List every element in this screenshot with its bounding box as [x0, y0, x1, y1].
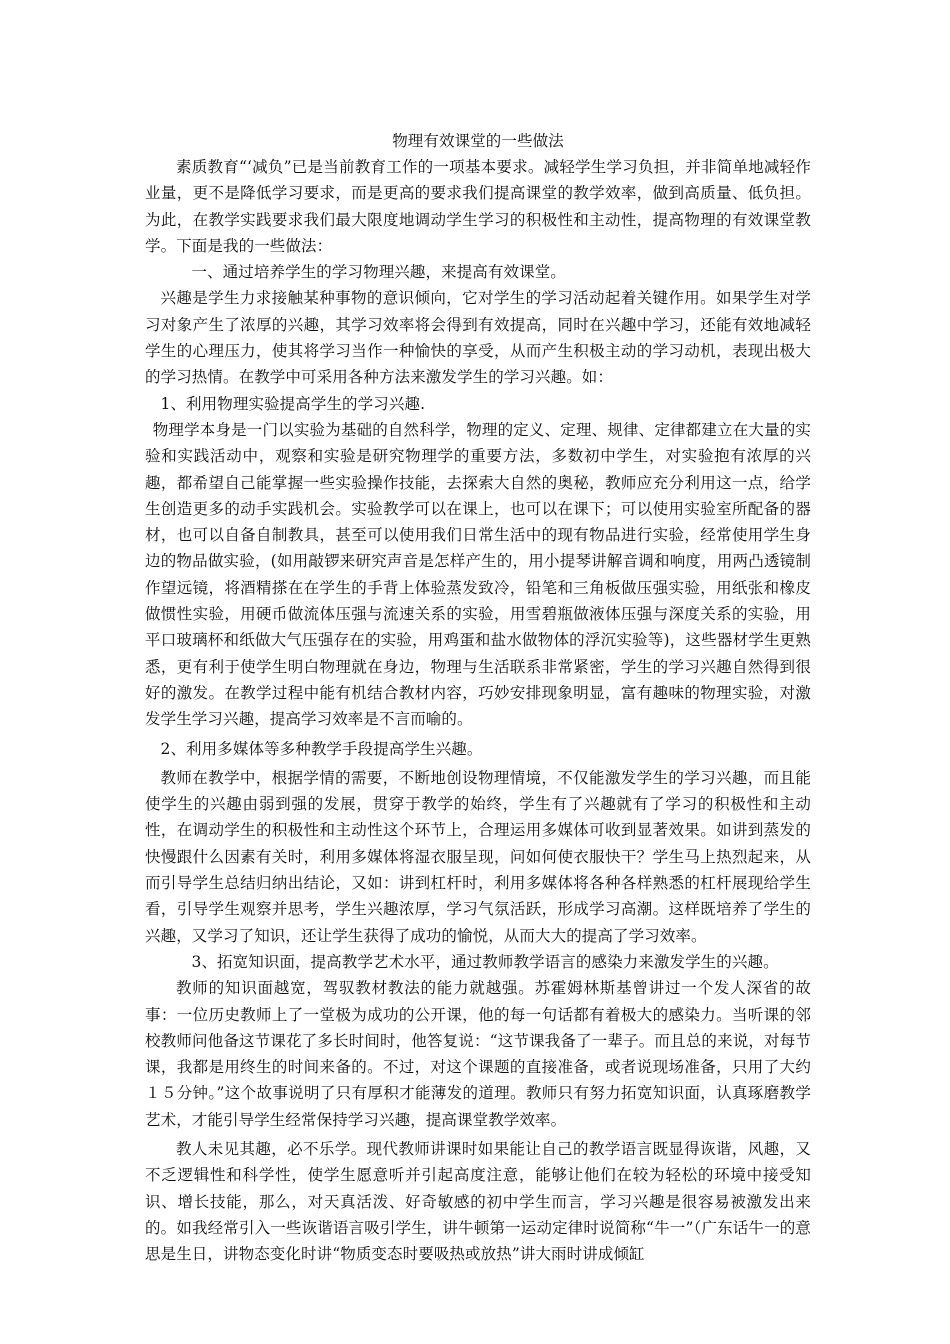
document-body [145, 128, 811, 1267]
intro-paragraph: 素质教育“‘减负”已是当前教育工作的一项基本要求。减轻学生学习负担，并非简单地减轻作业量，更不是降低学习要求，而是更高的要求我们提高课堂的教学效率，做到高质量、低负担。为此，在教学实践要求我们最大限度地调动学生学习的积极性和主动性，提高物理的有效课堂教学。下面是我的一些做法： [145, 158, 811, 255]
document-title: 物理有效课堂的一些做法 [392, 132, 564, 150]
section-heading-1: 一、通过培养学生的学习物理兴趣，来提高有效课堂。 [191, 263, 566, 282]
knowledge-paragraph: 教师的知识面越宽，驾驭教材教法的能力就越强。苏霍姆林斯基曾讲过一个发人深省的故事：一位历史教师上了一堂极为成功的公开课，他的每一句话都有着极大的感染力。当听课的邻校教师问他备这节课花了多长时间时，他答复说：“这节课我备了一辈子。而且总的来说，对每节课，我都是用终生的时间来备的。不过，对这个课题的直接准备，或者说现场准备，只用了大约１５分钟。”这个故事说明了只有厚积才能薄发的道理。教师只有努力拓宽知识面，认真琢磨教学艺术，才能引导学生经常保持学习兴趣，提高课堂教学效率。 [145, 979, 811, 1129]
subheading-multimedia: 2、利用多媒体等多种教学手段提高学生兴趣。 [160, 739, 483, 758]
multimedia-paragraph: 教师在教学中，根据学情的需要，不断地创设物理情境，不仅能激发学生的学习兴趣，而且能使学生的兴趣由弱到强的发展，贯穿于教学的始终，学生有了兴趣就有了学习的积极性和主动性，在调动学生的积极性和主动性这个环节上，合理运用多媒体可收到显著效果。如讲到蒸发的快慢跟什么因素有关时，利用多媒体将湿衣服呈现，问如何使衣服快干？学生马上热烈起来，从而引导学生总结归纳出结论，又如：讲到杠杆时，利用多媒体将各种各样熟悉的杠杆展现给学生看，引导学生观察并思考，学生兴趣浓厚，学习气氛活跃，形成学习高潮。这样既培养了学生的兴趣，又学习了知识，还让学生获得了成功的愉悦，从而大大的提高了学习效率。 [145, 768, 811, 945]
subheading-knowledge: 3、拓宽知识面，提高教学艺术水平，通过教师教学语言的感染力来激发学生的兴趣。 [191, 952, 779, 971]
experiments-paragraph: 物理学本身是一门以实验为基础的自然科学，物理的定义、定理、规律、定律都建立在大量的实验和实践活动中，观察和实验是研究物理学的重要方法，多数初中学生，对实验抱有浓厚的兴趣，都希望自己能掌握一些实验操作技能，去探索大自然的奥秘，教师应充分利用这一点，给学生创造更多的动手实践机会。实验教学可以在课上，也可以在课下；可以使用实验室所配备的器材，也可以自备自制教具，甚至可以使用我们日常生活中的现有物品进行实验，经常使用学生身边的物品做实验，(如用敲锣来研究声音是怎样产生的，用小提琴讲解音调和响度，用两凸透镜制作望远镜，将酒精搽在在学生的手背上体验蒸发致冷，铅笔和三角板做压强实验，用纸张和橡皮做惯性实验，用硬币做流体压强与流速关系的实验，用雪碧瓶做液体压强与深度关系的实验，用平口玻璃杯和纸做大气压强存在的实验，用鸡蛋和盐水做物体的浮沉实验等)，这些器材学生更熟悉，更有利于使学生明白物理就在身边，物理与生活联系非常紧密，学生的学习兴趣自然得到很好的激发。在教学过程中能有机结合教材内容，巧妙安排现象明显，富有趣味的物理实验，对激发学生学习兴趣，提高学习效率是不言而喻的。 [145, 420, 811, 729]
subheading-experiments: 1、利用物理实验提高学生的学习兴趣. [160, 394, 426, 413]
interest-paragraph: 兴趣是学生力求接触某种事物的意识倾向，它对学生的学习活动起着关键作用。如果学生对学习对象产生了浓厚的兴趣，其学习效率将会得到有效提高，同时在兴趣中学习，还能有效地减轻学生的心理压力，使其将学习当作一种愉快的享受，从而产生积极主动的学习动机，表现出极大的学习热情。在教学中可采用各种方法来激发学生的学习兴趣。如： [145, 289, 811, 387]
language-paragraph: 教人未见其趣，必不乐学。现代教师讲课时如果能让自己的教学语言既显得诙谐，风趣，又不乏逻辑性和科学性，使学生愿意听并引起高度注意，能够让他们在较为轻松的环境中接受知识、增长技能，那么，对天真活泼、好奇敏感的初中学生而言，学习兴趣是很容易被激发出来的。如我经常引入一些诙谐语言吸引学生，讲牛顿第一运动定律时说简称“牛一”（广东话牛一的意思是生日，讲物态变化时讲“物质变态时要吸热或放热”讲大雨时讲成倾缸 [145, 1139, 811, 1264]
